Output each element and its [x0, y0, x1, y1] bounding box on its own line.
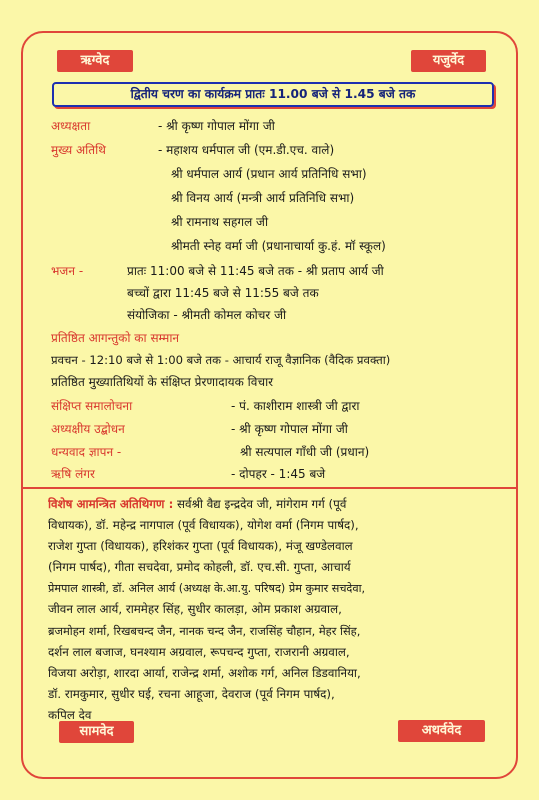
honour-heading: प्रतिष्ठित आगन्तुको का सम्मान — [51, 331, 180, 345]
guest-line: विजया अरोड़ा, शारदा आर्या, राजेन्द्र शर्मा, अशोक गर्ग, अनिल डिडवानिया, — [48, 665, 361, 680]
thanks-value: श्री सत्यपाल गाँधी जी (प्रधान) — [240, 445, 370, 459]
special-guests-block — [48, 494, 496, 726]
corner-label-atharvaveda: अथर्ववेद — [398, 720, 485, 742]
bhajan-label: भजन - — [51, 264, 84, 278]
special-guests-label: विशेष आमन्त्रित अतिथिगण : — [48, 497, 174, 511]
guest-line: विधायक), डॉ. महेन्द्र नागपाल (पूर्व विधायक), योगेश वर्मा (निगम पार्षद), — [48, 518, 359, 533]
chair-label: अध्यक्षता — [51, 119, 91, 133]
review-value: - पं. काशीराम शास्त्री जी द्वारा — [231, 399, 360, 413]
section-divider — [22, 487, 517, 489]
views-line: प्रतिष्ठित मुख्यातिथियों के संक्षिप्त प्रेरणादायक विचार — [51, 375, 274, 389]
guest-line: (निगम पार्षद), गीता सचदेवा, प्रमोद कोहली, डॉ. एच.सी. गुप्ता, आचार्य — [48, 560, 351, 575]
presidential-value: - श्री कृष्ण गोपाल मोंगा जी — [231, 422, 348, 436]
chair-value: - श्री कृष्ण गोपाल मोंगा जी — [158, 119, 275, 133]
bhajan-line: प्रातः 11:00 बजे से 11:45 बजे तक - श्री प्रताप आर्य जी — [127, 264, 384, 278]
bhajan-line: बच्चों द्वारा 11:45 बजे से 11:55 बजे तक — [127, 286, 319, 300]
corner-label-samaveda: सामवेद — [59, 721, 134, 743]
chief-guest-label: मुख्य अतिथि — [51, 143, 106, 157]
guest-line: राजेश गुप्ता (विधायक), हरिशंकर गुप्ता (पूर्व विधायक), मंजू खण्डेलवाल — [48, 539, 353, 554]
presidential-label: अध्यक्षीय उद्बोधन — [51, 422, 125, 436]
corner-label-yajurveda: यजुर्वेद — [411, 50, 486, 72]
guest-line: दर्शन लाल बजाज, घनश्याम अग्रवाल, रूपचन्द गुप्ता, राजरानी अग्रवाल, — [48, 644, 350, 659]
thanks-label: धन्यवाद ज्ञापन - — [51, 445, 122, 459]
program-banner: द्वितीय चरण का कार्यक्रम प्रातः 11.00 बजे से 1.45 बजे तक — [52, 82, 494, 107]
guest-line: प्रेमपाल शास्त्री, डॉ. अनिल आर्य (अध्यक्ष के.आ.यु. परिषद) प्रेम कुमार सचदेवा, — [48, 582, 366, 596]
guest-line: जीवन लाल आर्य, राममेहर सिंह, सुधीर कालड़ा, ओम प्रकाश अग्रवाल, — [48, 602, 342, 617]
chief-guest-item: श्रीमती स्नेह वर्मा जी (प्रधानाचार्या कु.हं. मॉ स्कूल) — [171, 239, 386, 253]
guest-line: कपिल देव — [48, 707, 92, 722]
review-label: संक्षिप्त समालोचना — [51, 399, 133, 413]
corner-label-rigveda: ऋग्वेद — [57, 50, 133, 72]
guest-line-text: सर्वश्री वैद्य इन्द्रदेव जी, मांगेराम गर्ग (पूर्व — [177, 497, 347, 511]
guest-line — [48, 494, 496, 515]
chief-guest-item: श्री विनय आर्य (मन्त्री आर्य प्रतिनिधि सभा) — [171, 191, 355, 205]
guest-line: डॉ. रामकुमार, सुधीर घई, रचना आहूजा, देवराज (पूर्व निगम पार्षद), — [48, 686, 335, 701]
chief-guest-item: श्री धर्मपाल आर्य (प्रधान आर्य प्रतिनिधि सभा) — [171, 167, 367, 181]
chief-guest-item: - महाशय धर्मपाल जी (एम.डी.एच. वाले) — [158, 143, 335, 157]
discourse-line: प्रवचन - 12:10 बजे से 1:00 बजे तक - आचार्य राजू वैज्ञानिक (वैदिक प्रवक्ता) — [51, 353, 391, 367]
chief-guest-item: श्री रामनाथ सहगल जी — [171, 215, 269, 229]
langar-label: ऋषि लंगर — [51, 467, 95, 481]
bhajan-line: संयोजिका - श्रीमती कोमल कोचर जी — [127, 308, 287, 322]
langar-value: - दोपहर - 1:45 बजे — [231, 467, 326, 481]
guest-line: ब्रजमोहन शर्मा, रिखबचन्द जैन, नानक चन्द जैन, राजसिंह चौहान, मेहर सिंह, — [48, 623, 361, 638]
